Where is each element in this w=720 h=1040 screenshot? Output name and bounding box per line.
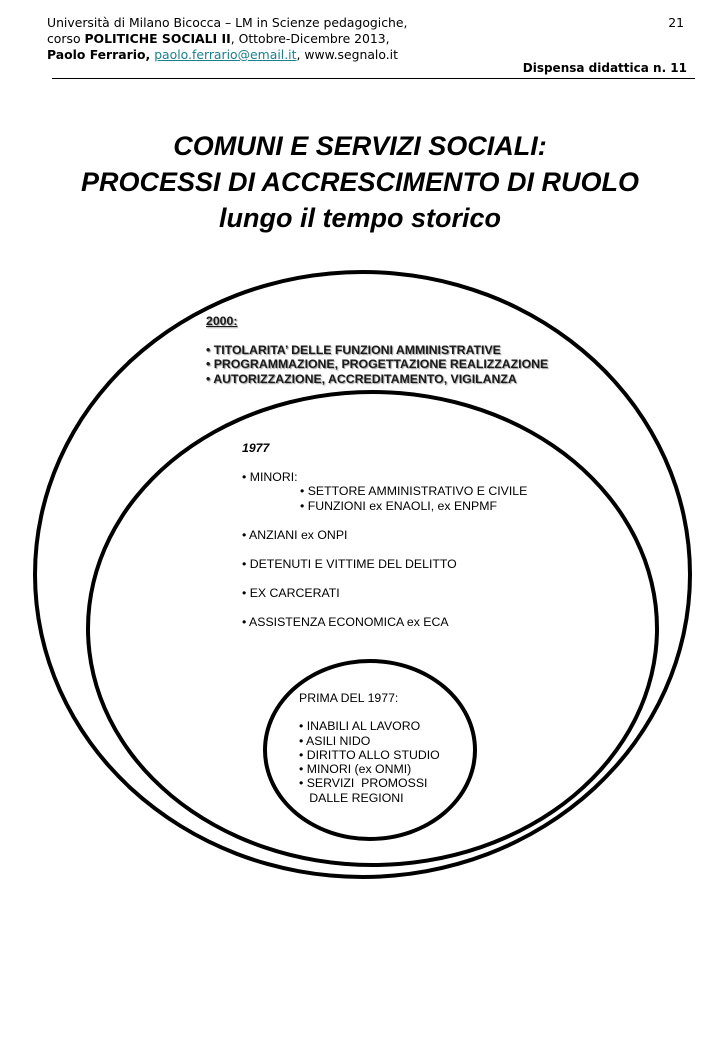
header-line-2: corso POLITICHE SOCIALI II, Ottobre-Dicembre 2013, bbox=[47, 31, 390, 46]
middle-heading: 1977 bbox=[242, 441, 270, 455]
middle-item: • ASSISTENZA ECONOMICA ex ECA bbox=[242, 614, 449, 629]
title-line-1: COMUNI E SERVIZI SOCIALI: bbox=[173, 131, 547, 161]
page-number: 21 bbox=[668, 15, 684, 30]
header-divider bbox=[52, 78, 695, 79]
dispensa-label: Dispensa didattica n. 11 bbox=[522, 61, 687, 75]
middle-item: • ANZIANI ex ONPI bbox=[242, 527, 348, 542]
inner-item: • INABILI AL LAVORO bbox=[299, 719, 421, 734]
header-line-3: Paolo Ferrario, paolo.ferrario@email.it, www.segnalo.it bbox=[47, 47, 398, 62]
middle-text-block bbox=[242, 441, 527, 629]
inner-item: • ASILI NIDO bbox=[299, 733, 371, 748]
outer-text-block bbox=[206, 314, 548, 386]
page-header bbox=[47, 15, 407, 63]
author-name: Paolo Ferrario, bbox=[47, 47, 151, 62]
author-email-link[interactable]: paolo.ferrario@email.it bbox=[154, 47, 297, 62]
outer-heading: 2000: bbox=[206, 314, 238, 328]
inner-item: DALLE REGIONI bbox=[299, 790, 404, 805]
page-title bbox=[0, 128, 720, 236]
inner-heading: PRIMA DEL 1977: bbox=[299, 691, 399, 705]
outer-item: • PROGRAMMAZIONE, PROGETTAZIONE REALIZZAZIONE bbox=[206, 357, 549, 371]
middle-item-minori: • MINORI: bbox=[242, 469, 298, 484]
middle-subitem: • FUNZIONI ex ENAOLI, ex ENPMF bbox=[300, 499, 497, 514]
inner-item: • MINORI (ex ONMI) bbox=[299, 762, 412, 777]
inner-item: • DIRITTO ALLO STUDIO bbox=[299, 747, 440, 762]
inner-text-block bbox=[299, 691, 440, 805]
course-name: POLITICHE SOCIALI II bbox=[84, 31, 231, 46]
middle-item: • DETENUTI E VITTIME DEL DELITTO bbox=[242, 556, 457, 571]
header-line-1: Università di Milano Bicocca – LM in Scienze pedagogiche, bbox=[47, 15, 408, 30]
title-line-3: lungo il tempo storico bbox=[219, 203, 501, 233]
inner-item: • SERVIZI PROMOSSI bbox=[299, 776, 428, 791]
title-line-2: PROCESSI DI ACCRESCIMENTO DI RUOLO bbox=[80, 167, 640, 197]
middle-subitem: • SETTORE AMMINISTRATIVO E CIVILE bbox=[300, 484, 528, 499]
middle-item: • EX CARCERATI bbox=[242, 585, 340, 600]
outer-item: • TITOLARITA’ DELLE FUNZIONI AMMINISTRATIVE bbox=[206, 342, 501, 357]
outer-item: • AUTORIZZAZIONE, ACCREDITAMENTO, VIGILANZA bbox=[206, 371, 517, 386]
